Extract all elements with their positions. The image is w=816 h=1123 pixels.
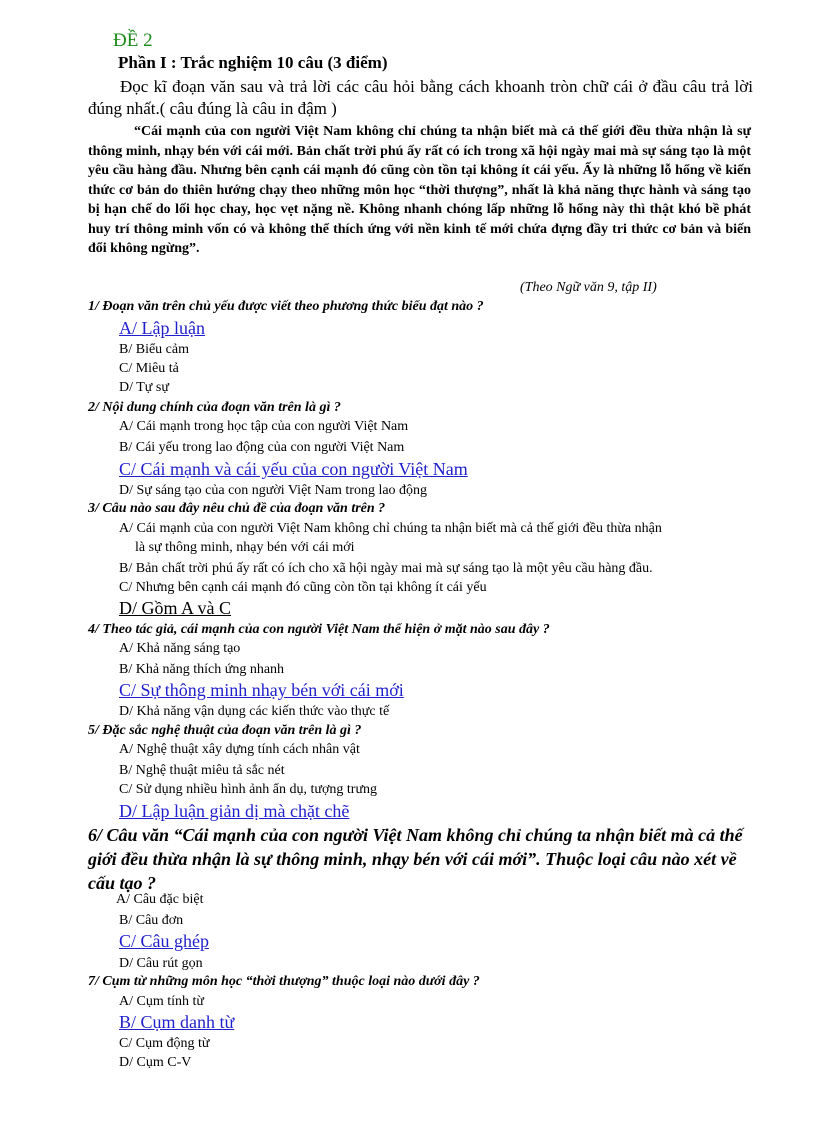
option-7a[interactable]: A/ Cụm tính từ	[119, 994, 204, 1009]
option-6a[interactable]: A/ Câu đặc biệt	[116, 892, 204, 907]
option-6c-correct[interactable]: C/ Câu ghép	[119, 931, 209, 951]
question-4: 4/ Theo tác giả, cái mạnh của con người Việt Nam thể hiện ở mặt nào sau đây ?	[88, 622, 550, 637]
section-heading: Phần I : Trắc nghiệm 10 câu (3 điểm)	[118, 53, 388, 72]
option-4a[interactable]: A/ Khả năng sáng tạo	[119, 641, 241, 656]
option-6d[interactable]: D/ Câu rút gọn	[119, 956, 203, 971]
passage-source: (Theo Ngữ văn 9, tập II)	[520, 280, 657, 295]
question-5: 5/ Đặc sắc nghệ thuật của đoạn văn trên là gì ?	[88, 723, 362, 738]
option-4c-correct[interactable]: C/ Sự thông minh nhạy bén với cái mới	[119, 680, 404, 700]
option-3c[interactable]: C/ Nhưng bên cạnh cái mạnh đó cũng còn tồn tại không ít cái yếu	[119, 580, 487, 595]
option-4b[interactable]: B/ Khả năng thích ứng nhanh	[119, 662, 285, 677]
option-2d[interactable]: D/ Sự sáng tạo của con người Việt Nam trong lao động	[119, 483, 428, 498]
instruction-text: Đọc kĩ đoạn văn sau và trả lời các câu hỏi bằng cách khoanh tròn chữ cái ở đầu câu trả lời đúng nhất.( câu đúng là câu in đậm )	[88, 77, 753, 118]
question-7: 7/ Cụm từ những môn học “thời thượng” thuộc loại nào dưới đây ?	[88, 974, 480, 989]
option-5d-correct[interactable]: D/ Lập luận giản dị mà chặt chẽ	[119, 801, 350, 821]
option-7d[interactable]: D/ Cụm C-V	[119, 1055, 192, 1070]
option-2a[interactable]: A/ Cái mạnh trong học tập của con người Việt Nam	[119, 419, 409, 434]
reading-passage: “Cái mạnh của con người Việt Nam không chỉ chúng ta nhận biết mà cả thế giới đều thừa nhận là sự thông minh, nhạy bén với cái mới. Bản chất trời phú ấy rất có ích trong xã hội ngày mai mà sự sáng tạo là một yêu cầu hàng đầu. Nhưng bên cạnh cái mạnh đó cũng còn tồn tại không ít cái yếu. Ấy là những lỗ hổng về kiến thức cơ bản do thiên hướng chạy theo những môn học “thời thượng”, nhất là khả năng thực hành và sáng tạo bị hạn chế do lối học chay, học vẹt nặng nề. Không nhanh chóng lấp những lỗ hổng này thì thật khó bề phát huy trí thông minh vốn có và không thể thích ứng với nền kinh tế mới chứa đựng đầy tri thức cơ bản và biến đổi không ngừng”.	[88, 124, 751, 256]
option-2c-correct[interactable]: C/ Cái mạnh và cái yếu của con người Việt Nam	[119, 459, 468, 479]
option-5c[interactable]: C/ Sử dụng nhiều hình ảnh ẩn dụ, tượng trưng	[119, 782, 378, 797]
option-3d-correct[interactable]: D/ Gồm A và C	[119, 598, 232, 618]
option-4d[interactable]: D/ Khả năng vận dụng các kiến thức vào thực tế	[119, 704, 390, 719]
exam-title: ĐỀ 2	[113, 30, 153, 51]
question-1: 1/ Đoạn văn trên chủ yếu được viết theo phương thức biểu đạt nào ?	[88, 299, 484, 314]
question-6: 6/ Câu văn “Cái mạnh của con người Việt Nam không chỉ chúng ta nhận biết mà cả thế giới đều thừa nhận là sự thông minh, nhạy bén với cái mới”. Thuộc loại câu nào xét về cấu tạo ?	[88, 825, 743, 893]
option-3a-continued: là sự thông minh, nhạy bén với cái mới	[135, 540, 355, 555]
option-1d[interactable]: D/ Tự sự	[119, 380, 169, 395]
option-6b[interactable]: B/ Câu đơn	[119, 913, 184, 928]
option-1a-correct[interactable]: A/ Lập luận	[119, 318, 205, 338]
option-7c[interactable]: C/ Cụm động từ	[119, 1036, 210, 1051]
question-3: 3/ Câu nào sau đây nêu chủ đề của đoạn văn trên ?	[88, 501, 386, 516]
option-2b[interactable]: B/ Cái yếu trong lao động của con người Việt Nam	[119, 440, 405, 455]
option-5a[interactable]: A/ Nghệ thuật xây dựng tính cách nhân vật	[119, 742, 360, 757]
option-3a[interactable]: A/ Cái mạnh của con người Việt Nam không chỉ chúng ta nhận biết mà cả thế giới đều thừa nhận	[119, 521, 662, 536]
option-1c[interactable]: C/ Miêu tả	[119, 361, 179, 376]
option-7b-correct[interactable]: B/ Cụm danh từ	[119, 1012, 235, 1032]
question-2: 2/ Nội dung chính của đoạn văn trên là gì ?	[88, 400, 341, 415]
option-1b[interactable]: B/ Biểu cảm	[119, 342, 189, 357]
option-5b[interactable]: B/ Nghệ thuật miêu tả sắc nét	[119, 763, 285, 778]
option-3b[interactable]: B/ Bản chất trời phú ấy rất có ích cho xã hội ngày mai mà sự sáng tạo là một yêu cầu hàng đầu.	[119, 561, 653, 576]
